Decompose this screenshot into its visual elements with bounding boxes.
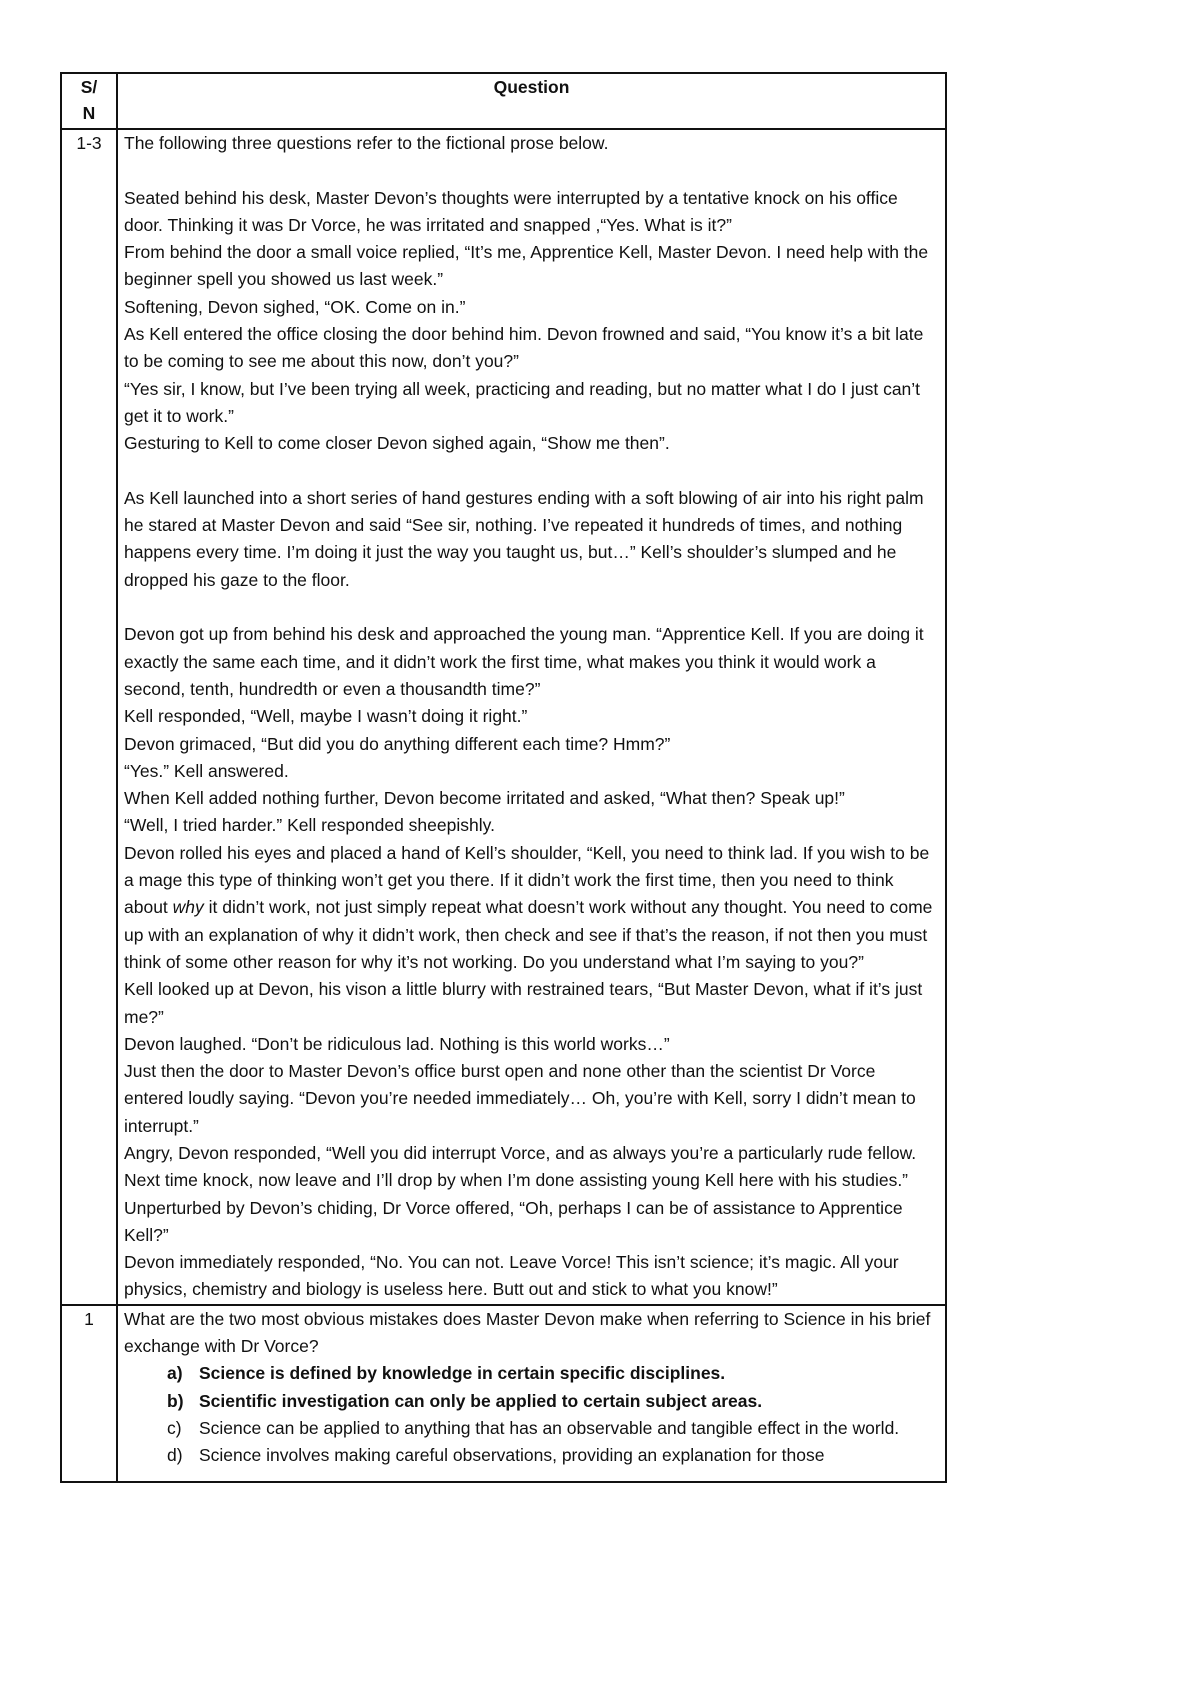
prose-paragraph: As Kell launched into a short series of hand gestures ending with a soft blowing of air into his right palm he stared at Master Devon and said “See sir, nothing. I’ve repeated it hundreds of times, and nothing happens every time. I’m doing it just the way you taught us, but…” Kell’s shoulder’s slumped and he dropped his gaze to the floor.: [124, 487, 924, 590]
sn-header: [61, 73, 117, 129]
option-label: b): [167, 1390, 184, 1411]
prose-paragraph: Seated behind his desk, Master Devon’s thoughts were interrupted by a tentative knock on his office door. Thinking it was Dr Vorce, he was irritated and snapped ,“Yes. What is it?”: [124, 187, 898, 235]
answer-option-c: [124, 1415, 939, 1442]
table-row: [61, 1305, 946, 1482]
option-text: Scientific investigation can only be applied to certain subject areas.: [199, 1390, 763, 1411]
question-content: [124, 1306, 939, 1481]
option-text: Science can be applied to anything that has an observable and tangible effect in the world.: [199, 1417, 900, 1438]
answer-option-d: [124, 1442, 939, 1469]
prose-paragraph: When Kell added nothing further, Devon become irritated and asked, “What then? Speak up!”: [124, 788, 845, 809]
prose-paragraph: Kell responded, “Well, maybe I wasn’t doing it right.”: [124, 706, 528, 727]
sn-header-line2: N: [82, 103, 96, 123]
prose-cell: [117, 129, 946, 1305]
prose-paragraph: From behind the door a small voice replied, “It’s me, Apprentice Kell, Master Devon. I need help with the beginner spell you showed us last week.”: [124, 242, 929, 290]
prose-paragraph: Devon immediately responded, “No. You can not. Leave Vorce! This isn’t science; it’s magic. All your physics, chemistry and biology is useless here. Butt out and stick to what you know!”: [124, 1252, 899, 1300]
prose-paragraph: Gesturing to Kell to come closer Devon sighed again, “Show me then”.: [124, 433, 670, 454]
option-label: c): [167, 1417, 182, 1438]
prose-paragraph: “Well, I tried harder.” Kell responded sheepishly.: [124, 815, 495, 836]
serial-number: 1: [61, 1305, 117, 1482]
prose-paragraph: Devon laughed. “Don’t be ridiculous lad. Nothing is this world works…”: [124, 1033, 670, 1054]
prose-text: it didn’t work, not just simply repeat what doesn’t work without any thought. You need to come up with an explanation of why it didn’t work, then check and see if that’s the reason, if not then you must think of some other reason for why it’s not working. Do you understand what I’m saying to you?”: [124, 897, 933, 972]
question-cell: [117, 1305, 946, 1482]
option-text: Science involves making careful observations, providing an explanation for those: [199, 1445, 825, 1466]
option-label: a): [167, 1363, 183, 1384]
question-table: [60, 72, 947, 1483]
prose-paragraph: “Yes sir, I know, but I’ve been trying all week, practicing and reading, but no matter what I do I just can’t get it to work.”: [124, 378, 921, 426]
option-text: Science is defined by knowledge in certain specific disciplines.: [199, 1363, 726, 1384]
answer-option-b: [124, 1388, 939, 1415]
prose-paragraph: [124, 840, 939, 976]
question-text: What are the two most obvious mistakes does Master Devon make when referring to Science in his brief exchange with Dr Vorce?: [124, 1308, 931, 1357]
prose-text: Devon rolled his eyes and placed a hand of Kell’s shoulder, “Kell, you need to think lad. If you wish to be a mage this type of thinking won’t get you there. If it didn’t work the first time, then you need to think about: [124, 842, 930, 918]
prose-paragraph: Unperturbed by Devon’s chiding, Dr Vorce offered, “Oh, perhaps I can be of assistance to Apprentice Kell?”: [124, 1197, 903, 1245]
table-row: [61, 129, 946, 1305]
prose-paragraph: Kell looked up at Devon, his vison a little blurry with restrained tears, “But Master Devon, what if it’s just me?”: [124, 979, 923, 1027]
answer-option-a: [124, 1360, 939, 1387]
prose-paragraph: Devon grimaced, “But did you do anything different each time? Hmm?”: [124, 733, 671, 754]
prose-paragraph: Angry, Devon responded, “Well you did interrupt Vorce, and as always you’re a particularly rude fellow. Next time knock, now leave and I’ll drop by when I’m done assisting young Kell here with his studies.”: [124, 1142, 917, 1191]
prose-paragraph: “Yes.” Kell answered.: [124, 760, 289, 781]
prose-paragraph: Devon got up from behind his desk and approached the young man. “Apprentice Kell. If you are doing it exactly the same each time, and it didn’t work the first time, what makes you think it would work a second, tenth, hundredth or even a thousandth time?”: [124, 624, 924, 699]
serial-number: 1-3: [61, 129, 117, 1305]
prose-paragraph: Just then the door to Master Devon’s office burst open and none other than the scientist Dr Vorce entered loudly saying. “Devon you’re needed immediately… Oh, you’re with Kell, sorry I didn’t mean to interrupt.”: [124, 1061, 916, 1136]
question-header: Question: [117, 73, 946, 129]
table-header-row: [61, 73, 946, 129]
emphasis-text: why: [172, 897, 204, 918]
option-label: d): [167, 1445, 183, 1466]
intro-text: The following three questions refer to the fictional prose below.: [124, 133, 609, 153]
prose-paragraph: As Kell entered the office closing the door behind him. Devon frowned and said, “You know it’s a bit late to be coming to see me about this now, don’t you?”: [124, 324, 924, 372]
prose-paragraph: Softening, Devon sighed, “OK. Come on in.”: [124, 296, 466, 317]
sn-header-line1: S/: [80, 77, 98, 97]
